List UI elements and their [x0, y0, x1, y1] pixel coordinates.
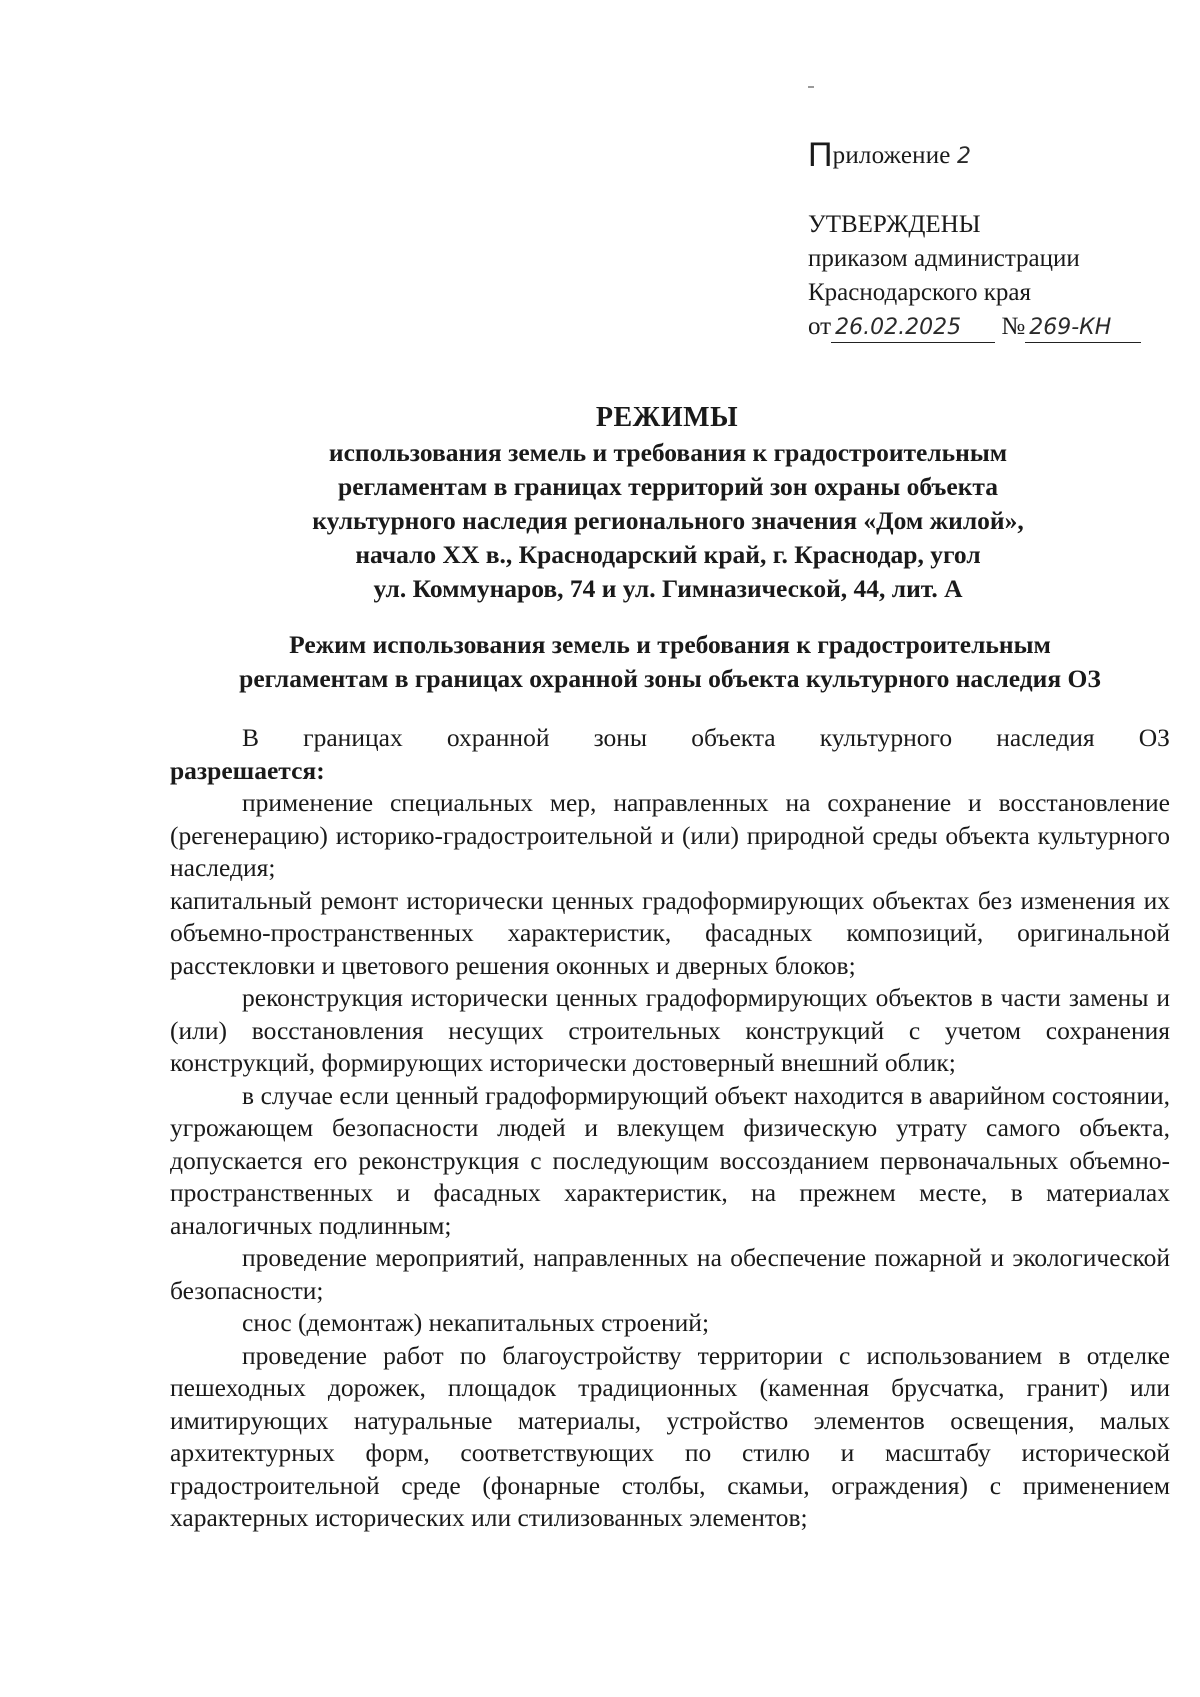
- approval-line-2: Краснодарского края: [808, 279, 1031, 306]
- section-title-line: регламентам в границах охранной зоны объекта культурного наследия ОЗ: [239, 664, 1101, 693]
- document-subtitle: [170, 436, 1166, 606]
- approval-date-line: от 26.02.2025 № 269-КН: [808, 310, 1188, 344]
- scan-mark: [808, 86, 814, 88]
- section-title: [170, 628, 1170, 696]
- paragraph: реконструкция исторически ценных градоформирующих объектов в части замены и (или) восстановления несущих строительных конструкций с учетом сохранения конструкций, формирующих исторически достоверный внешний облик;: [170, 983, 1170, 1077]
- approved-heading: УТВЕРЖДЕНЫ: [808, 211, 981, 238]
- paragraph: снос (демонтаж) некапитальных строений;: [242, 1308, 710, 1337]
- document-title: РЕЖИМЫ: [595, 402, 739, 433]
- subtitle-line: культурного наследия регионального значения «Дом жилой»,: [312, 506, 1024, 535]
- body-text: [170, 722, 1170, 1535]
- paragraph: в случае если ценный градоформирующий объект находится в аварийном состоянии, угрожающем безопасности людей и влекущем физическую утрату самого объекта, допускается его реконструкция с последующим воссозданием первоначальных объемно-пространственных и фасадных характеристик, на прежнем месте, в материалах аналогичных подлинным;: [170, 1080, 1170, 1240]
- intro-line: В границах охранной зоны объекта культурного наследия ОЗ: [242, 723, 1170, 752]
- paragraph: проведение работ по благоустройству территории с использованием в отделке пешеходных дорожек, площадок традиционных (каменная брусчатка, гранит) или имитирующих натуральные материалы, устройство элементов освещения, малых архитектурных форм, соответствующих по стилю и масштабу исторической градостроительной среде (фонарные столбы, скамьи, ограждения) с применением характерных исторических или стилизованных элементов;: [170, 1340, 1170, 1532]
- subtitle-line: начало XX в., Краснодарский край, г. Краснодар, угол: [355, 540, 981, 569]
- subtitle-line: использования земель и требования к градостроительным: [328, 438, 1008, 467]
- subtitle-line: регламентам в границах территорий зон охраны объекта: [338, 472, 998, 501]
- subtitle-line: ул. Коммунаров, 74 и ул. Гимназической, 44, лит. А: [373, 574, 963, 603]
- appendix-number: 2: [957, 144, 972, 169]
- paragraph: применение специальных мер, направленных на сохранение и восстановление (регенерацию) историко-градостроительной и (или) природной среды объекта культурного наследия;: [170, 788, 1170, 882]
- paragraph: проведение мероприятий, направленных на обеспечение пожарной и экологической безопасности;: [170, 1243, 1170, 1305]
- appendix-label: Приложение 2: [808, 136, 972, 174]
- order-date: 26.02.2025: [831, 314, 995, 343]
- section-title-line: Режим использования земель и требования к градостроительным: [289, 630, 1051, 659]
- intro-allowed: разрешается:: [170, 755, 325, 785]
- order-number: 269-КН: [1025, 314, 1141, 343]
- approval-block: [808, 138, 1188, 344]
- paragraph: капитальный ремонт исторически ценных градоформирующих объектах без изменения их объемно-пространственных характеристик, фасадных композиций, оригинальной расстекловки и цветового решения оконных и дверных блоков;: [170, 885, 1170, 980]
- approval-line-1: приказом администрации: [808, 245, 1080, 272]
